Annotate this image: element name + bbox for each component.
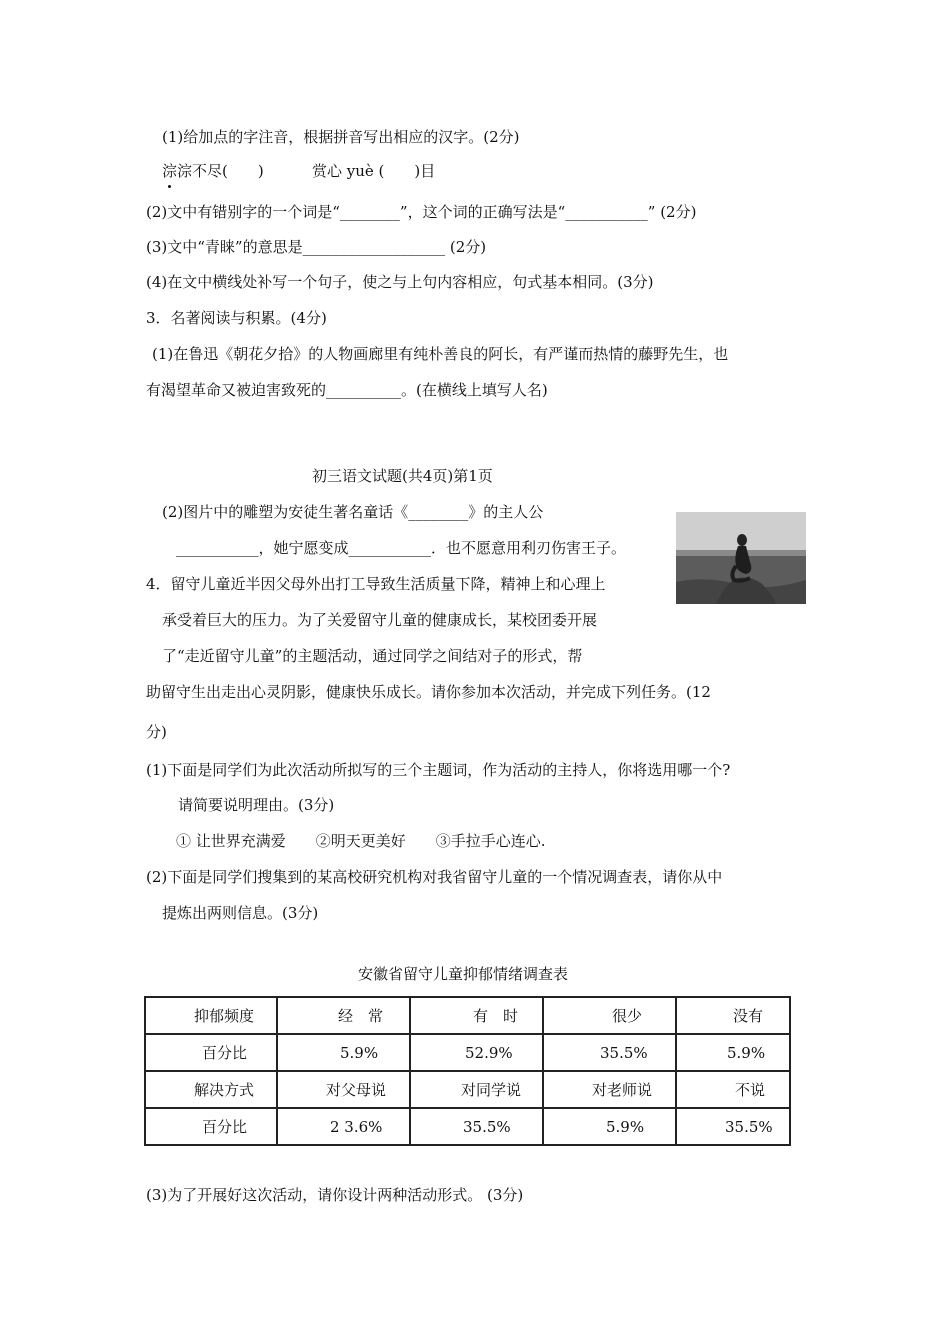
table-title: 安徽省留守儿童抑郁情绪调查表	[358, 965, 569, 983]
q2-sub3: (3)文中“青睐”的意思是___________________ (2分)	[146, 238, 487, 256]
table-cell: 对老师说	[543, 1071, 676, 1108]
q4-sub3: (3)为了开展好这次活动，请你设计两种活动形式。 (3分)	[146, 1186, 524, 1204]
table-cell: 对同学说	[410, 1071, 543, 1108]
table-row	[145, 1034, 790, 1071]
q4-line3: 了“走近留守儿童”的主题活动，通过同学之间结对子的形式，帮	[162, 647, 583, 665]
table-cell: 百分比	[145, 1108, 277, 1145]
page-footer: 初三语文试题(共4页)第1页	[312, 467, 493, 485]
q2-sub4: (4)在文中横线处补写一个句子，使之与上句内容相应，句式基本相同。(3分)	[146, 273, 654, 291]
table-cell: 5.9%	[676, 1034, 790, 1071]
q2-sub1-item-a	[162, 161, 264, 181]
q4-line4: 助留守生出走出心灵阴影，健康快乐成长。请你参加本次活动，并完成下列任务。(12	[146, 683, 711, 701]
q4-sub1-line1: (1)下面是同学们为此次活动所拟写的三个主题词，作为活动的主持人，你将选用哪一个?	[146, 761, 731, 779]
mermaid-sculpture-photo	[676, 512, 806, 604]
q4-line1: 4．留守儿童近半因父母外出打工导致生活质量下降，精神上和心理上	[146, 575, 606, 593]
q2-sub2: (2)文中有错别字的一个词是“________”，这个词的正确写法是“___________” (2分)	[146, 203, 697, 221]
q3-sub1-line1: (1)在鲁迅《朝花夕拾》的人物画廊里有纯朴善良的阿长，有严谨而热情的藤野先生，也	[152, 345, 729, 363]
table-cell: 对父母说	[277, 1071, 410, 1108]
q3-title: 3．名著阅读与积累。(4分)	[146, 309, 327, 327]
dotted-character: 淙	[162, 162, 178, 180]
q4-line2: 承受着巨大的压力。为了关爱留守儿童的健康成长，某校团委开展	[162, 611, 598, 629]
q2-sub1-item-b: 赏心 yuè ( )目	[312, 162, 436, 180]
table-cell: 5.9%	[543, 1108, 676, 1145]
q3-sub2-line2: ___________，她宁愿变成___________．也不愿意用利刃伤害王子。	[176, 539, 627, 557]
table-cell: 35.5%	[543, 1034, 676, 1071]
table-cell: 有 时	[410, 997, 543, 1034]
table-cell: 5.9%	[277, 1034, 410, 1071]
q4-sub1-line2: 请简要说明理由。(3分)	[178, 796, 335, 814]
table-cell: 52.9%	[410, 1034, 543, 1071]
table-cell: 35.5%	[410, 1108, 543, 1145]
table-cell: 没有	[676, 997, 790, 1034]
q4-line5: 分)	[146, 723, 167, 741]
table-row	[145, 1108, 790, 1145]
q4-sub1-options: ① 让世界充满爱 ②明天更美好 ③手拉手心连心.	[176, 832, 546, 850]
table-row	[145, 997, 790, 1034]
table-cell: 百分比	[145, 1034, 277, 1071]
q2-sub1: (1)给加点的字注音，根据拼音写出相应的汉字。(2分)	[162, 128, 520, 146]
q2-sub1-item-a-rest: 淙不尽( )	[177, 162, 264, 180]
table-cell: 35.5%	[676, 1108, 790, 1145]
q4-sub2-line1: (2)下面是同学们搜集到的某高校研究机构对我省留守儿童的一个情况调查表，请你从中	[146, 868, 723, 886]
q3-sub2-line1: (2)图片中的雕塑为安徒生著名童话《________》的主人公	[162, 503, 544, 521]
table-cell: 抑郁频度	[145, 997, 277, 1034]
q3-sub1-line2: 有渴望革命又被迫害致死的__________。(在横线上填写人名)	[146, 381, 548, 399]
table-row	[145, 1071, 790, 1108]
table-cell: 经 常	[277, 997, 410, 1034]
table-cell: 解决方式	[145, 1071, 277, 1108]
q4-sub2-line2: 提炼出两则信息。(3分)	[162, 904, 319, 922]
table-cell: 2 3.6%	[277, 1108, 410, 1145]
table-cell: 很少	[543, 997, 676, 1034]
table-cell: 不说	[676, 1071, 790, 1108]
survey-table	[144, 996, 791, 1146]
